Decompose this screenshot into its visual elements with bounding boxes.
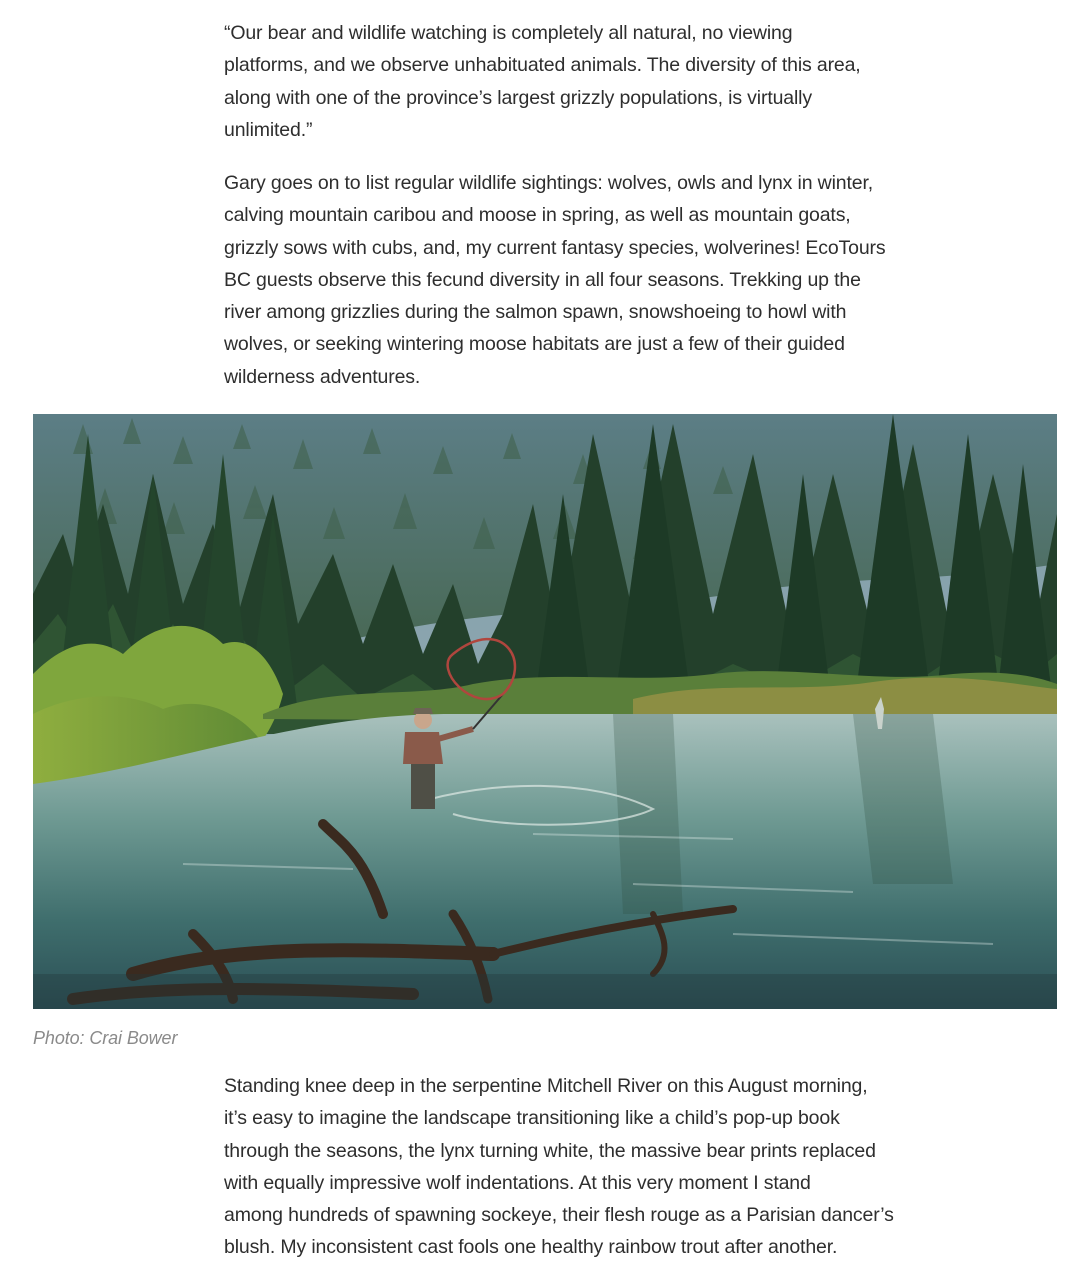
article-paragraph bbox=[224, 17, 869, 146]
paragraph-line: wolves, or seeking wintering moose habitats are just a few of their guided bbox=[224, 333, 845, 356]
paragraph-line: with equally impressive wolf indentations. At this very moment I stand bbox=[224, 1171, 811, 1194]
paragraph-line: BC guests observe this fecund diversity in all four seasons. Trekking up the bbox=[224, 268, 861, 291]
paragraph-line: unlimited.” bbox=[224, 118, 313, 141]
paragraph-line: calving mountain caribou and moose in spring, as well as mountain goats, bbox=[224, 204, 851, 227]
article-paragraph bbox=[224, 1070, 894, 1264]
paragraph-line: Gary goes on to list regular wildlife sightings: wolves, owls and lynx in winter, bbox=[224, 172, 873, 194]
paragraph-line: blush. My inconsistent cast fools one healthy rainbow trout after another. bbox=[224, 1236, 838, 1259]
paragraph-line: “Our bear and wildlife watching is completely all natural, no viewing bbox=[224, 22, 793, 44]
river-fly-fishing-illustration bbox=[33, 414, 1057, 1009]
paragraph-line: among hundreds of spawning sockeye, their flesh rouge as a Parisian dancer’s bbox=[224, 1204, 894, 1227]
paragraph-line: along with one of the province’s largest grizzly populations, is virtually bbox=[224, 86, 812, 109]
paragraph-line: river among grizzlies during the salmon spawn, snowshoeing to howl with bbox=[224, 301, 847, 324]
paragraph-line: Standing knee deep in the serpentine Mitchell River on this August morning, bbox=[224, 1075, 868, 1097]
paragraph-line: wilderness adventures. bbox=[224, 365, 421, 388]
photo-caption: Photo: Crai Bower bbox=[33, 1028, 178, 1048]
paragraph-line: grizzly sows with cubs, and, my current fantasy species, wolverines! EcoTours bbox=[224, 236, 886, 259]
article-paragraph bbox=[224, 167, 886, 393]
paragraph-line: it’s easy to imagine the landscape transitioning like a child’s pop-up book bbox=[224, 1107, 840, 1130]
paragraph-line: platforms, and we observe unhabituated animals. The diversity of this area, bbox=[224, 54, 861, 77]
paragraph-line: through the seasons, the lynx turning white, the massive bear prints replaced bbox=[224, 1139, 876, 1162]
article-photo bbox=[33, 414, 1057, 1009]
